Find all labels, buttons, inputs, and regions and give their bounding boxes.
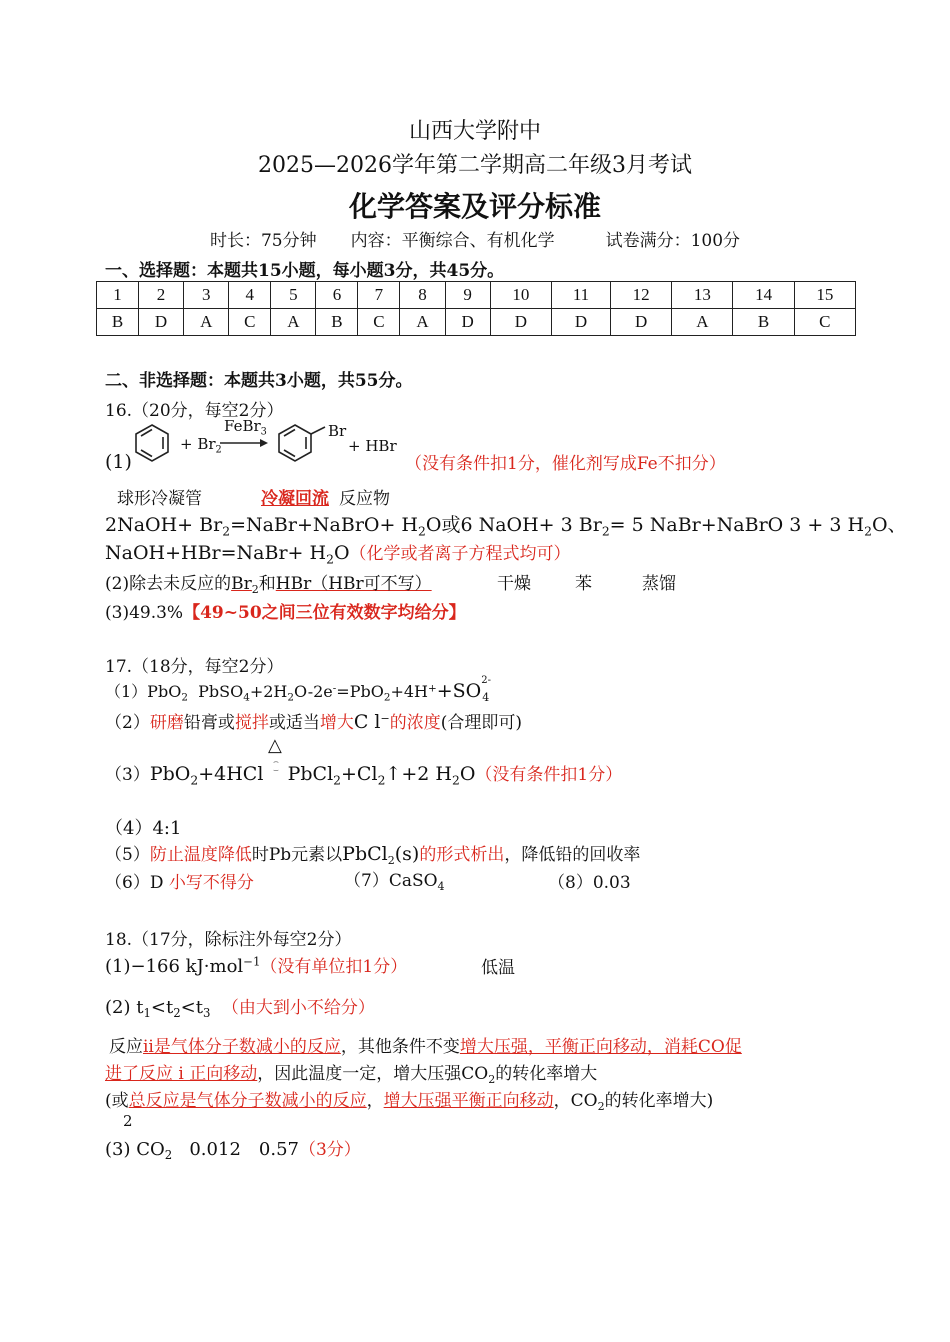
- p5-red2: 的形式析出: [419, 845, 505, 865]
- heat-delta-icon: △: [268, 735, 282, 756]
- q18-part2: (2) $t_1<t_2<t_3$ （由大到小不给分）: [105, 997, 375, 1021]
- table-cell: A: [184, 309, 229, 336]
- p1-text: +SO: [436, 680, 482, 702]
- reflux-answer: 冷凝回流: [261, 489, 329, 509]
- answer-table-number-row: [97, 282, 856, 309]
- table-cell: A: [672, 309, 733, 336]
- table-cell: 3: [184, 282, 229, 309]
- q18-reason-line2: 进了反应 i 正向移动，因此温度一定，增大压强$CO_2$的转化率增大: [105, 1064, 598, 1086]
- condenser-answer: 球形冷凝管: [117, 489, 202, 509]
- exam-meta: 时长：75分钟 内容：平衡综合、有机化学 试卷满分：100分: [209, 231, 741, 251]
- r1-text: ，其他条件不变: [340, 1037, 460, 1057]
- eq-text: =NaBr+NaBrO+ H: [230, 514, 419, 536]
- p1-text: +4H: [390, 682, 428, 701]
- p3-text: (3) CO: [105, 1139, 165, 1160]
- reagent-br2: + $Br_2$: [180, 435, 222, 456]
- p3-text: +4HCl: [198, 763, 264, 785]
- q18-part1: (1)−166 kJ·mol$^{-1}$（没有单位扣1分）: [105, 954, 408, 977]
- table-cell: B: [733, 309, 794, 336]
- eq-text: O、: [871, 514, 907, 536]
- q16-part1-note: （没有条件扣1分，催化剂写成Fe不扣分）: [405, 454, 726, 474]
- eq-text: = 5 NaBr+NaBrO 3 + 3 H: [609, 514, 865, 536]
- table-cell: 4: [229, 282, 271, 309]
- page-title: 化学答案及评分标准: [348, 190, 601, 223]
- stray-subscript: 2: [123, 1112, 133, 1130]
- p6-note: 小写不得分: [168, 873, 254, 893]
- eq-text: 2NaOH+ Br: [105, 514, 223, 536]
- r3-red1: 总反应是气体分子数减小的反应: [128, 1091, 367, 1111]
- r2-red: 进了反应 i 正向移动: [105, 1064, 258, 1084]
- r3-text: ，: [366, 1091, 384, 1111]
- p1-note: （没有单位扣1分）: [260, 957, 408, 977]
- answer-table-answer-row: [97, 309, 856, 336]
- r2-text: 的转化率增大: [495, 1064, 598, 1084]
- p3-text: O: [459, 763, 476, 785]
- q17-header: 17.（18分，每空2分）: [105, 657, 284, 677]
- q17-part8: （8）0.03: [548, 873, 631, 893]
- product-hbr: + HBr: [348, 437, 397, 455]
- p2-dry: 干燥: [497, 574, 531, 594]
- table-cell: D: [490, 309, 551, 336]
- q17-part4: （4）4:1: [105, 818, 182, 839]
- q16-header: 16.（20分，每空2分）: [105, 401, 284, 421]
- r3-text: (或: [105, 1091, 129, 1111]
- p2-text: 铅膏或: [183, 713, 235, 733]
- p2-text: (2) t: [105, 997, 144, 1018]
- table-cell: 1: [97, 282, 139, 309]
- table-cell: 12: [611, 282, 672, 309]
- p2-text: (2)除去未反应的: [105, 574, 232, 594]
- table-cell: 7: [358, 282, 400, 309]
- table-cell: B: [316, 309, 358, 336]
- p5-red: 防止温度降低: [149, 845, 252, 865]
- product-br-label: Br: [328, 422, 347, 440]
- q18-header: 18.（17分，除标注外每空2分）: [105, 930, 352, 950]
- eq-text: O: [333, 542, 350, 564]
- table-cell: A: [400, 309, 445, 336]
- q17-part1: （1）PbO$_2$ $PbSO_4+2H_2O-2e^-=PbO_2+4H^++SO$ 2- 4: [105, 675, 491, 704]
- p2-hbr: HBr（HBr可不写）: [275, 574, 432, 594]
- table-cell: C: [358, 309, 400, 336]
- p5-chem: PbCl: [342, 843, 388, 865]
- q16-part2: [105, 569, 432, 594]
- q18-reason-line3: (或总反应是气体分子数减小的反应，增大压强平衡正向移动，$CO_2$的转化率增大): [105, 1091, 714, 1113]
- p3-text: +Cl: [341, 763, 378, 785]
- p2-text: <t: [180, 997, 203, 1018]
- equilibrium-arrow-icon: ⌢ ⌣: [273, 757, 279, 776]
- p3-value: (3)49.3%: [105, 603, 184, 623]
- p2-label: （2）: [105, 713, 150, 733]
- p3-text: PbO: [149, 763, 191, 785]
- r3-text: 的转化率增大): [604, 1091, 714, 1111]
- table-cell: 2: [138, 282, 183, 309]
- r1-red1: ii是气体分子数减小的反应: [143, 1037, 341, 1057]
- so4-charge: 2- 4: [481, 675, 491, 704]
- p3-text: PbCl: [287, 763, 334, 785]
- table-cell: D: [551, 309, 610, 336]
- p2-br2-text: Br: [231, 574, 252, 594]
- q16-part1-label: (1): [105, 451, 132, 473]
- p2-cl: C l: [353, 711, 381, 733]
- q17-part5: （5）防止温度降低时Pb元素以PbCl$_2$(s)的形式析出，降低铅的回收率: [105, 843, 641, 867]
- r3-text: ，CO: [553, 1091, 598, 1111]
- p5-mid: 时Pb元素以: [251, 845, 343, 865]
- p1-text: +2H: [249, 682, 288, 701]
- naoh-equation-line1: 2NaOH+ $Br_2=NaBr+NaBrO+ H_2O$或6 NaOH+ 3 $Br_2= 5$ NaBr+NaBrO 3 + 3 $H_2O$、: [105, 514, 907, 539]
- p2-conc: 的浓度: [389, 713, 441, 733]
- p2-br2: $Br_2$: [231, 574, 259, 596]
- p1-text: PbSO: [198, 682, 244, 701]
- p2-note: （由大到小不给分）: [221, 998, 375, 1018]
- r1-text: 反应: [109, 1037, 143, 1057]
- p2-increase: 增大: [319, 713, 354, 733]
- table-cell: 9: [445, 282, 490, 309]
- section1-heading: 一、选择题：本题共15小题，每小题3分，共45分。: [105, 261, 505, 281]
- benzene-ring-icon: [136, 425, 168, 461]
- table-cell: C: [794, 309, 855, 336]
- naoh-equation-line2: NaOH+HBr=NaBr+ $H_2O$（化学或者离子方程式均可）: [105, 542, 571, 567]
- q18-part1-tail: 低温: [481, 958, 515, 978]
- p3-note: （3分）: [298, 1140, 361, 1160]
- q18-reason-line1: [109, 1032, 742, 1057]
- table-cell: 6: [316, 282, 358, 309]
- q17-part6: [105, 868, 254, 893]
- p5-tail: ，降低铅的回收率: [504, 845, 641, 865]
- p2-distill: 蒸馏: [642, 574, 676, 594]
- eq-text: NaOH+HBr=NaBr+ H: [105, 542, 327, 564]
- reagent-text: + Br: [180, 435, 216, 453]
- q17-part2: （2）研磨铅膏或搅拌或适当增大C l−的浓度(合理即可): [105, 711, 523, 733]
- reflux-tail: 反应物: [339, 489, 390, 509]
- p2-stir: 搅拌: [234, 713, 269, 733]
- p3-note: （没有条件扣1分）: [475, 765, 623, 785]
- table-cell: B: [97, 309, 139, 336]
- p6-text: （6）D: [105, 873, 164, 893]
- r2-text: ，因此温度一定，增大压强CO: [257, 1064, 489, 1084]
- q17-part3: （3）PbO$_2$+4HCl $PbCl_2+Cl_2↑+2$ $H_2O$（没有条件扣1分）: [105, 763, 623, 788]
- p3-label: （3）: [105, 765, 150, 785]
- p2-tail: (合理即可): [440, 713, 523, 733]
- exam-title: 2025—2026学年第二学期高二年级3月考试: [258, 153, 692, 178]
- table-cell: 15: [794, 282, 855, 309]
- p5-state: (s): [394, 843, 420, 865]
- p2-benzene: 苯: [575, 574, 592, 594]
- catalyst-text: FeBr: [224, 417, 261, 435]
- q17-part7: （7）CaSO$_4$: [344, 871, 445, 893]
- p2-grind: 研磨: [149, 713, 184, 733]
- p2-text: <t: [150, 997, 174, 1018]
- p1-text: =PbO: [336, 682, 384, 701]
- p1-text: O-2e: [294, 682, 333, 701]
- eq-text: O或6 NaOH+ 3 Br: [425, 514, 602, 536]
- table-cell: D: [445, 309, 490, 336]
- p3-note: 【49~50之间三位有效数字均给分】: [183, 603, 466, 623]
- school-name: 山西大学附中: [408, 119, 541, 144]
- answer-table: [96, 281, 856, 336]
- table-cell: 8: [400, 282, 445, 309]
- p2-text: 或适当: [268, 713, 320, 733]
- table-cell: 10: [490, 282, 551, 309]
- bromobenzene-ring-icon: [279, 425, 325, 461]
- table-cell: 14: [733, 282, 794, 309]
- table-cell: 11: [551, 282, 610, 309]
- p3-text: 0.012 0.57: [189, 1139, 299, 1160]
- r3-red2: 增大压强平衡正向移动: [383, 1091, 554, 1111]
- table-cell: D: [138, 309, 183, 336]
- table-cell: D: [611, 309, 672, 336]
- p5-label: （5）: [105, 845, 150, 865]
- p7-text: （7）CaSO: [344, 871, 438, 891]
- p1-text: （1）PbO: [105, 682, 182, 701]
- r1-red2: 增大压强，平衡正向移动，消耗CO促: [459, 1037, 742, 1057]
- table-cell: 13: [672, 282, 733, 309]
- table-cell: A: [271, 309, 316, 336]
- catalyst-febr3: FeBr$_3$: [224, 417, 267, 438]
- p3-text: ↑+2 H: [385, 763, 452, 785]
- section2-heading: 二、非选择题：本题共3小题，共55分。: [105, 371, 413, 391]
- table-cell: 5: [271, 282, 316, 309]
- reaction-arrow-icon: [220, 439, 268, 447]
- p2-text: 和: [258, 574, 276, 594]
- table-cell: C: [229, 309, 271, 336]
- q18-part3: (3) $CO_2$ 0.012 0.57（3分）: [105, 1139, 361, 1163]
- eq-note: （化学或者离子方程式均可）: [349, 544, 571, 564]
- p1-text: (1)−166 kJ·mol: [105, 956, 244, 977]
- q16-part3: [105, 598, 466, 623]
